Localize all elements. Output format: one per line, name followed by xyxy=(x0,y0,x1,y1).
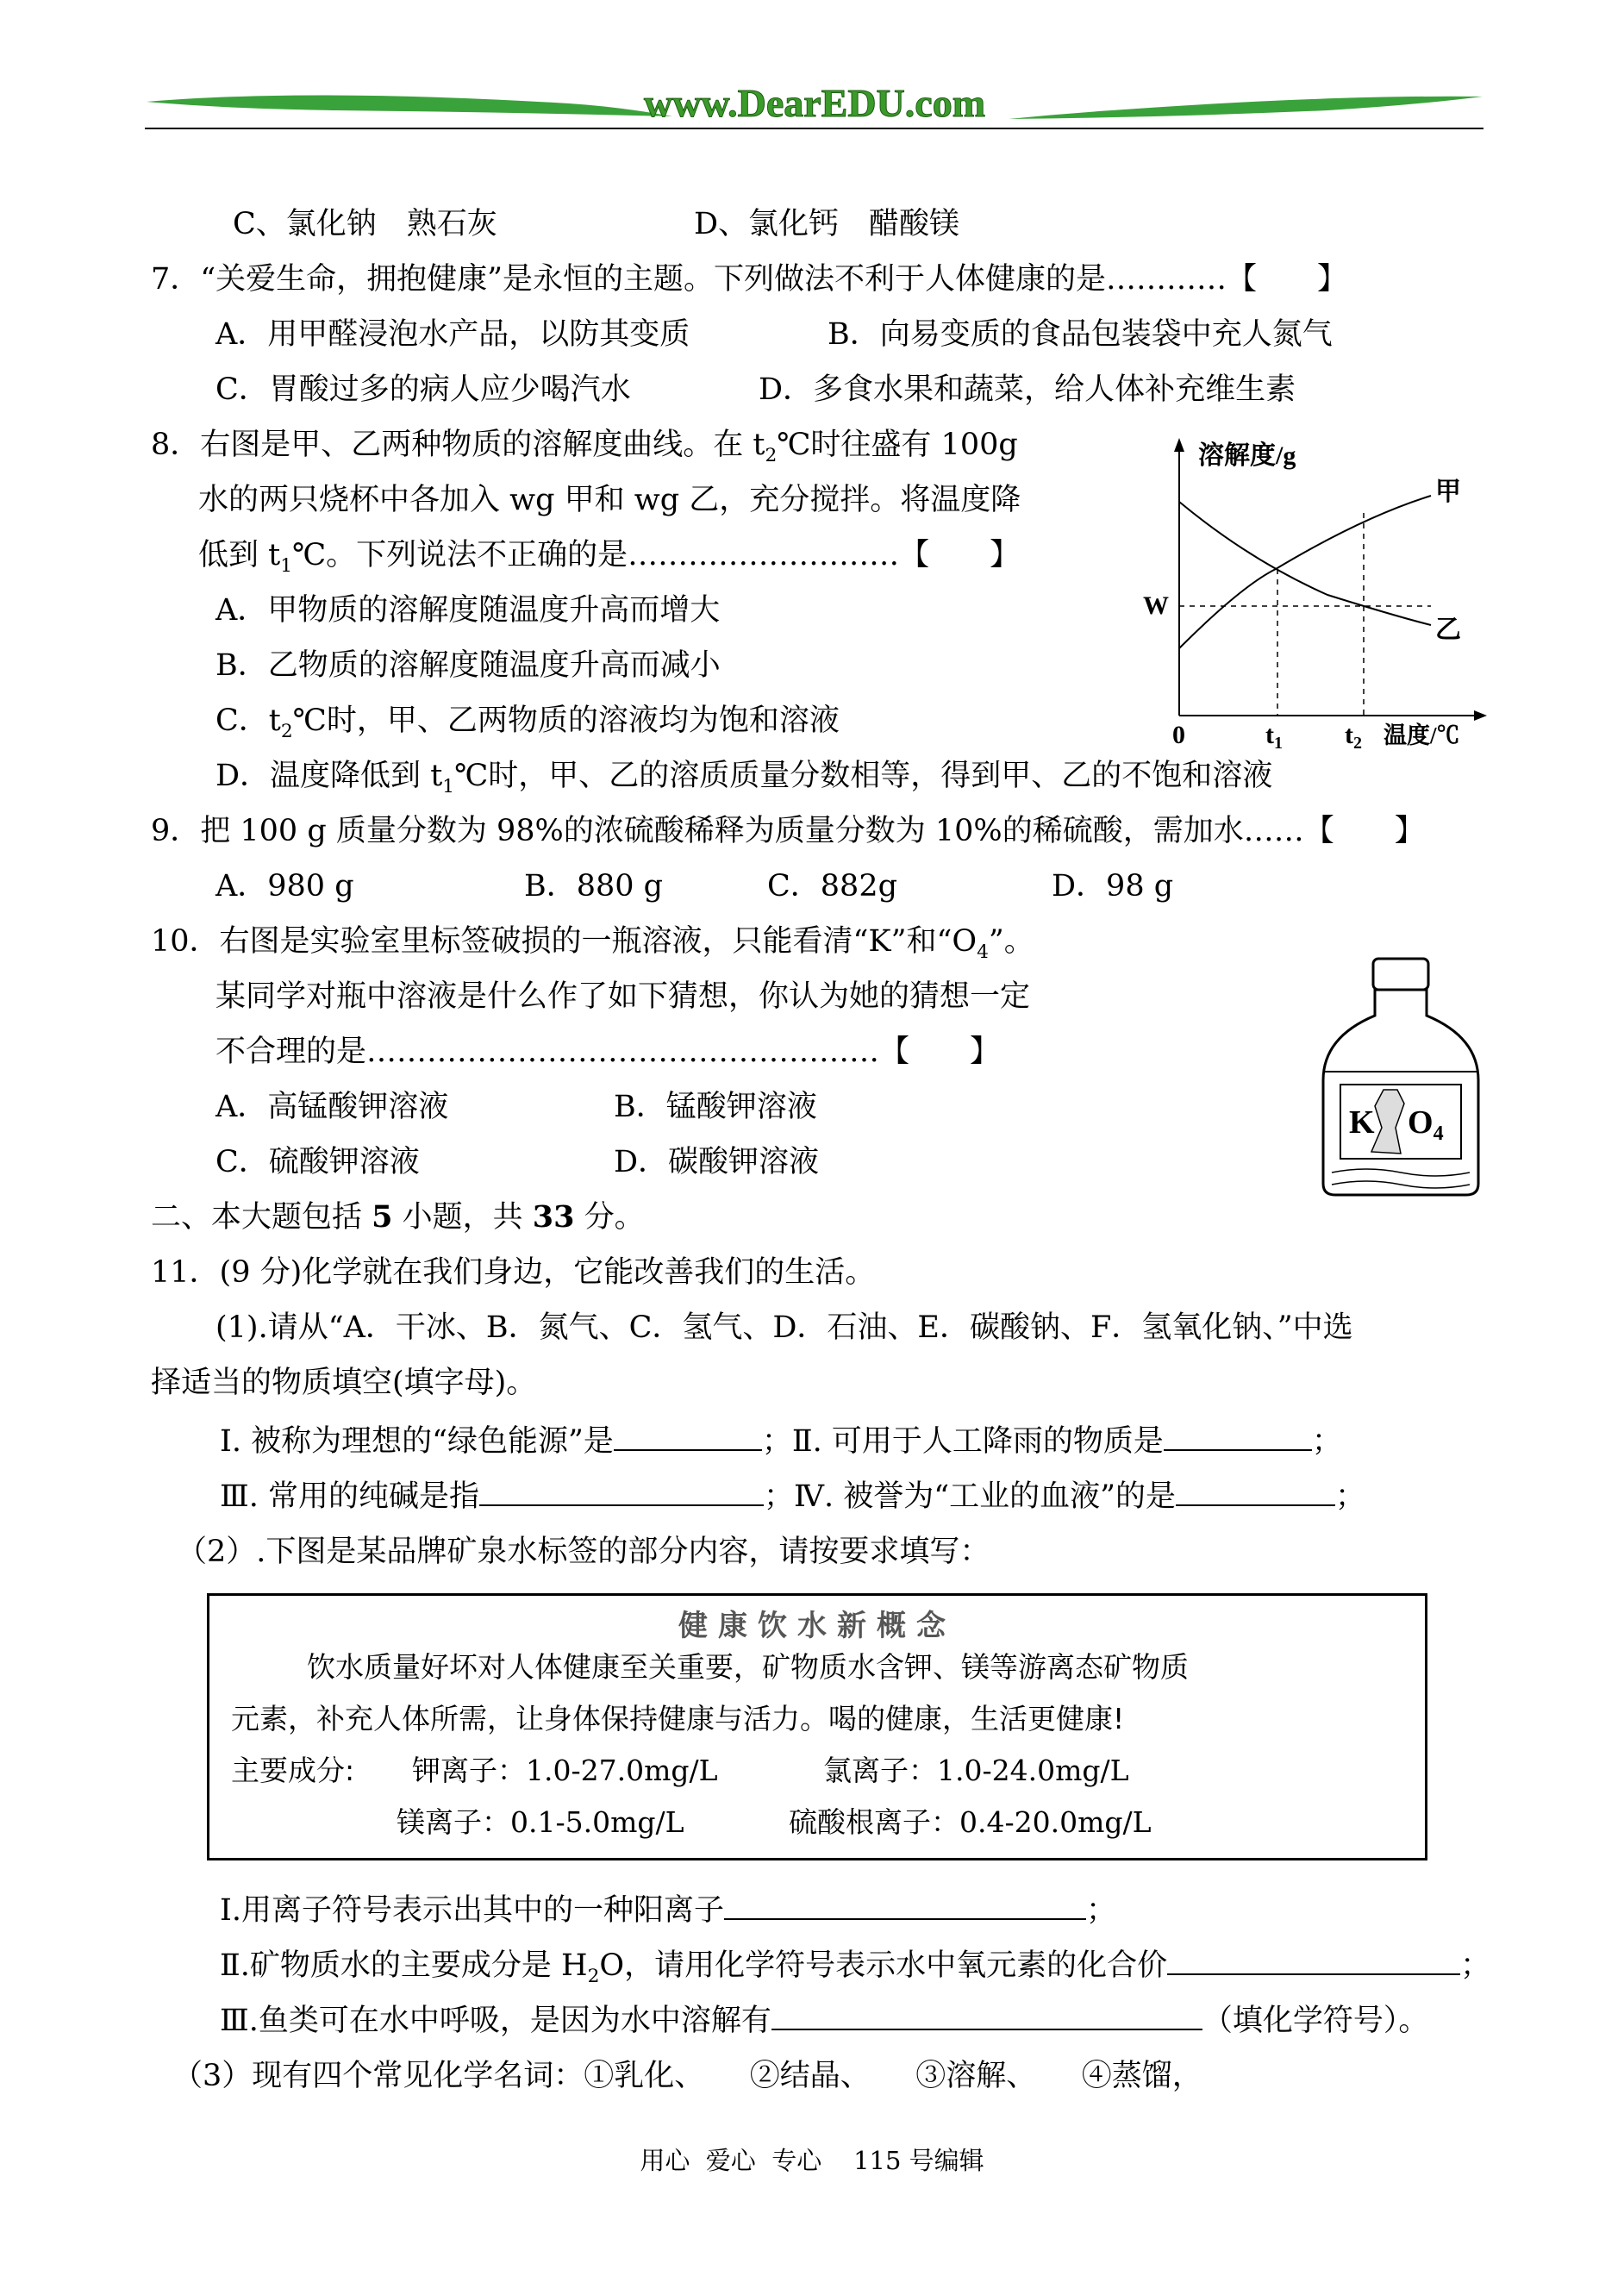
q8-option-c: C．$t_2℃$时，甲、乙两物质的溶液均为饱和溶液 xyxy=(215,704,840,742)
series-jia-label: 甲 xyxy=(1435,478,1461,506)
q9-option-b: B．880 g xyxy=(524,869,664,904)
q8-line3: 低到 $t_1℃$。下列说法不正确的是………………………【 】 xyxy=(198,538,1021,577)
q11-part2-iii: Ⅲ.鱼类可在水中呼吸，是因为水中溶解有 （填化学符号）。 xyxy=(220,2004,1429,2038)
q11-part2-ii: Ⅱ.矿物质水的主要成分是 $H_2O$，请用化学符号表示水中氧元素的化合价 ； xyxy=(220,1948,1491,1987)
t1-label: $t_1$ xyxy=(1265,721,1283,750)
bottle-label-k: K xyxy=(1349,1104,1375,1141)
bottle-label-o4: $O_4$ xyxy=(1408,1104,1444,1145)
answer-blank-cation[interactable] xyxy=(724,1892,1086,1920)
answer-blank-i[interactable] xyxy=(614,1423,762,1451)
q10-line2: 某同学对瓶中溶液是什么作了如下猜想，你认为她的猜想一定 xyxy=(215,979,1031,1014)
q7-option-d: D．多食水果和蔬菜，给人体补充维生素 xyxy=(759,372,1296,407)
bottle-stopper xyxy=(1373,959,1428,990)
right-swoosh xyxy=(1009,97,1483,119)
series-yi-label: 乙 xyxy=(1435,616,1461,644)
q11-part2-i: Ⅰ.用离子符号表示出其中的一种阳离子 ； xyxy=(220,1893,1116,1928)
header-logo-text: www.DearEDU.com xyxy=(643,81,986,125)
q10-line3: 不合理的是……………………………………………【 】 xyxy=(215,1035,1001,1069)
graph-ylabel: 溶解度/g xyxy=(1198,441,1296,470)
q11-part1-iii-iv: Ⅲ. 常用的纯碱是指 ；Ⅳ. 被誉为“工业的血液”的是 ； xyxy=(220,1479,1366,1514)
q6-option-d: D、氯化钙 醋酸镁 xyxy=(694,207,960,241)
label-title: 健康饮水新概念 xyxy=(678,1609,956,1643)
label-line1: 饮水质量好坏对人体健康至关重要，矿物质水含钾、镁等游离态矿物质 xyxy=(307,1650,1189,1684)
y-axis-arrow xyxy=(1174,438,1184,452)
q7-stem: 7．“关爱生命，拥抱健康”是永恒的主题。下列做法不利于人体健康的是…………【 】 xyxy=(151,262,1348,297)
label-sulfate: 硫酸根离子：0.4-20.0mg/L xyxy=(789,1805,1152,1839)
origin-label: 0 xyxy=(1172,721,1185,749)
solubility-graph xyxy=(1138,431,1491,750)
answer-blank-valence[interactable] xyxy=(1167,1948,1460,1975)
q10-option-b: B．锰酸钾溶液 xyxy=(614,1090,817,1124)
q10-option-a: A．高锰酸钾溶液 xyxy=(215,1090,449,1124)
label-chloride: 氯离子：1.0-24.0mg/L xyxy=(823,1754,1129,1787)
x-axis-arrow xyxy=(1474,710,1487,721)
q9-stem: 9．把 100 g 质量分数为 98%的浓硫酸稀释为质量分数为 10%的稀硫酸，需加水……【 】 xyxy=(151,814,1425,848)
answer-blank-ii[interactable] xyxy=(1164,1423,1312,1451)
bottle-illustration xyxy=(1315,955,1487,1198)
graph-xlabel: 温度/℃ xyxy=(1384,722,1460,748)
q7-option-c: C．胃酸过多的病人应少喝汽水 xyxy=(215,372,631,407)
q9-option-d: D．98 g xyxy=(1052,869,1174,904)
t2-label: $t_2$ xyxy=(1345,721,1362,750)
left-swoosh xyxy=(147,95,672,116)
q8-option-a: A．甲物质的溶解度随温度升高而增大 xyxy=(215,593,721,628)
curve-jia xyxy=(1179,496,1431,648)
q8-line2: 水的两只烧杯中各加入 wg 甲和 wg 乙，充分搅拌。将温度降 xyxy=(198,483,1021,517)
q8-option-d: D．温度降低到 $t_1℃$时，甲、乙的溶质质量分数相等，得到甲、乙的不饱和溶液 xyxy=(215,759,1273,797)
w-label: W xyxy=(1143,591,1169,620)
q10-line1: 10．右图是实验室里标签破损的一瓶溶液，只能看清“K”和“$O_4$”。 xyxy=(151,924,1034,963)
q8-line1: 8．右图是甲、乙两种物质的溶解度曲线。在 $t_2℃$时往盛有 100g xyxy=(151,428,1018,466)
q7-option-b: B．向易变质的食品包装袋中充人氮气 xyxy=(828,317,1333,352)
label-potassium: 钾离子：1.0-27.0mg/L xyxy=(412,1754,718,1787)
q6-option-c: C、氯化钠 熟石灰 xyxy=(233,207,497,241)
q11-part3: （3）现有四个常见化学名词：①乳化、 ②结晶、 ③溶解、 ④蒸馏， xyxy=(172,2059,1202,2093)
label-main-components: 主要成分: xyxy=(231,1754,355,1787)
q11-part2-intro: （2）.下图是某品牌矿泉水标签的部分内容，请按要求填写： xyxy=(177,1535,990,1569)
answer-blank-dissolved[interactable] xyxy=(771,2003,1202,2030)
q9-option-c: C．882g xyxy=(767,869,897,904)
header-logo xyxy=(138,78,1491,129)
q10-option-c: C．硫酸钾溶液 xyxy=(215,1145,420,1179)
section2-heading: 二、本大题包括 5 小题，共 33 分。 xyxy=(151,1199,645,1235)
q8-option-b: B．乙物质的溶解度随温度升高而减小 xyxy=(215,648,721,683)
answer-blank-iv[interactable] xyxy=(1176,1479,1335,1506)
label-line2: 元素，补充人体所需，让身体保持健康与活力。喝的健康，生活更健康! xyxy=(231,1702,1125,1735)
answer-blank-iii[interactable] xyxy=(479,1479,764,1506)
q11-part1-line1: (1).请从“A．干冰、B．氮气、C．氢气、D．石油、E．碳酸钠、F．氢氧化钠、”中选 xyxy=(215,1310,1353,1345)
q11-part1-line2: 择适当的物质填空(填字母)。 xyxy=(151,1366,537,1400)
q11-stem: 11．(9 分)化学就在我们身边，它能改善我们的生活。 xyxy=(151,1255,876,1290)
q11-part1-i-ii: Ⅰ. 被称为理想的“绿色能源”是 ；Ⅱ. 可用于人工降雨的物质是 ； xyxy=(220,1424,1342,1459)
label-magnesium: 镁离子：0.1-5.0mg/L xyxy=(397,1805,684,1839)
header-rule xyxy=(145,128,1483,129)
page-footer: 用心 爱心 专心 115 号编辑 xyxy=(640,2146,984,2175)
q9-option-a: A．980 g xyxy=(215,869,354,904)
q7-option-a: A．用甲醛浸泡水产品，以防其变质 xyxy=(215,317,690,352)
q10-option-d: D．碳酸钾溶液 xyxy=(614,1145,820,1179)
